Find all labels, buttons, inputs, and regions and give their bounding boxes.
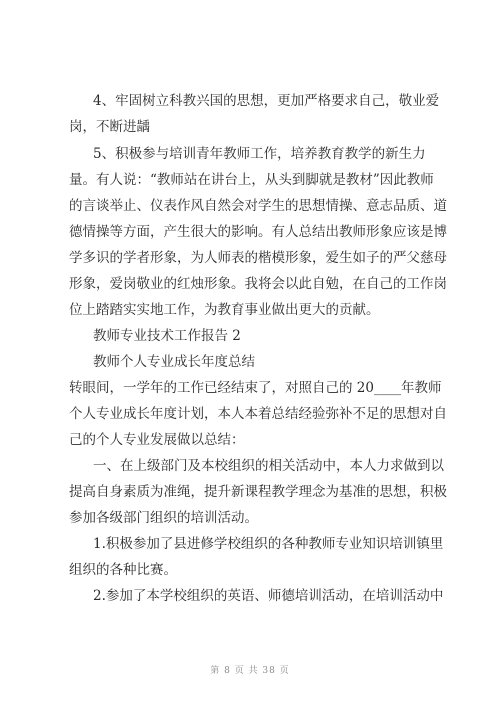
paragraph-line: 德情操等方面，产生很大的影响。有人总结出教师形象应该是博	[69, 224, 447, 240]
paragraph-line: 参加各级部门组织的培训活动。	[69, 510, 258, 526]
paragraph-line: 岗，不断进龋	[69, 119, 150, 135]
paragraph-line: 个人专业成长年度计划，本人本着总结经验弥补不足的思想对自	[69, 406, 447, 422]
paragraph-line: 5、积极参与培训青年教师工作，培养教育教学的新生力	[93, 146, 426, 162]
paragraph-line: 转眼间，一学年的工作已经结束了，对照自己的 20____年教师	[69, 380, 442, 396]
paragraph-line: 2.参加了本学校组织的英语、师德培训活动，在培训活动中	[93, 588, 444, 604]
paragraph-line: 己的个人专业发展做以总结：	[69, 432, 245, 448]
paragraph-line: 的言谈举止、仪表作风自然会对学生的思想情操、意志品质、道	[69, 198, 447, 214]
paragraph-line: 量。有人说：“教师站在讲台上，从头到脚就是教材”因此教师	[69, 172, 434, 188]
paragraph-line: 1.积极参加了县进修学校组织的各种教师专业知识培训镇里	[93, 536, 444, 552]
paragraph-line: 形象，爱岗敬业的红烛形象。我将会以此自勉，在自己的工作岗	[69, 276, 447, 292]
paragraph-line: 4、牢固树立科教兴国的思想，更加严格要求自己，敬业爱	[93, 93, 440, 109]
paragraph-line: 一、在上级部门及本校组织的相关活动中，本人力求做到以	[93, 458, 444, 474]
paragraph-line: 位上踏踏实实地工作，为教育事业做出更大的贡献。	[69, 302, 380, 318]
section-heading: 教师专业技术工作报告 2	[93, 328, 241, 344]
page-number-footer: 第 8 页 共 38 页	[210, 666, 290, 676]
paragraph-line: 提高自身素质为准绳，提升新课程教学理念为基准的思想，积极	[69, 484, 447, 500]
paragraph-line: 组织的各种比赛。	[69, 562, 177, 578]
paragraph-line: 学多识的学者形象，为人师表的楷模形象，爱生如子的严父慈母	[69, 250, 447, 266]
subsection-heading: 教师个人专业成长年度总结	[93, 354, 255, 370]
